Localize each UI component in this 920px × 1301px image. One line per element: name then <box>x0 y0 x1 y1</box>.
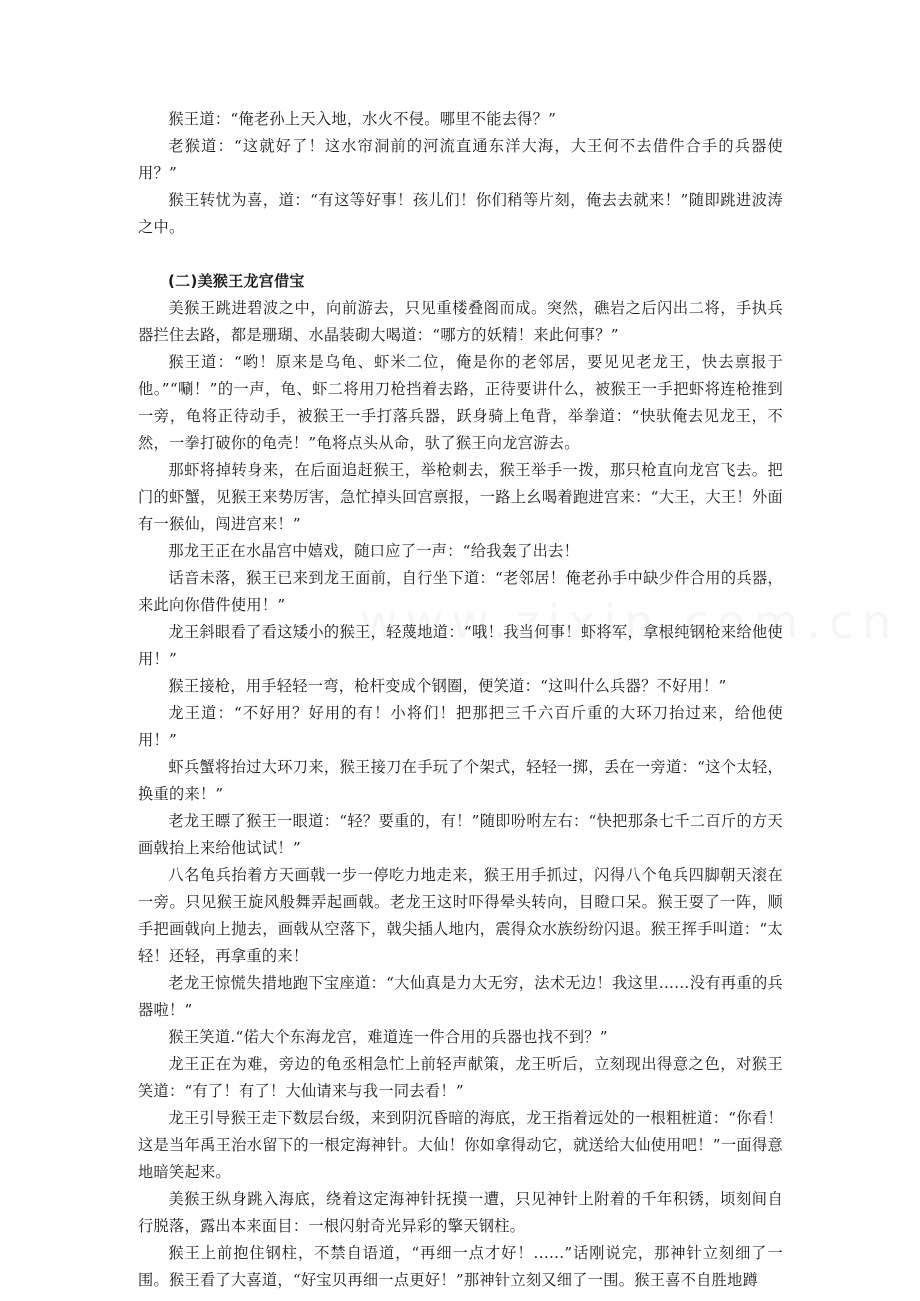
paragraph: 猴王上前抱住钢柱，不禁自语道，“再细一点才好！......”话刚说完，那神针立刻细了一围。猴王看了大喜道，“好宝贝再细一点更好！”那神针立刻又细了一围。猴王喜不自胜地蹲 <box>138 1244 783 1289</box>
paragraph: 美猴王纵身跳入海底，绕着这定海神针抚摸一遭，只见神针上附着的千年积锈，顷刻间自行脱落，露出本来面目：一根闪射奇光异彩的擎天钢柱。 <box>138 1190 783 1235</box>
paragraph: 龙王道：“不好用？好用的有！小将们！把那把三千六百斤重的大环刀抬过来，给他使用！” <box>138 704 783 749</box>
paragraph: 猴王转忧为喜，道：“有这等好事！孩儿们！你们稍等片刻，俺去去就来！”随即跳进波涛之中。 <box>138 191 783 236</box>
paragraph: 猴王接枪，用手轻轻一弯，枪杆变成个钢圈，便笑道：“这叫什么兵器？不好用！” <box>168 677 727 695</box>
paragraph: 猴王笑道.“偌大个东海龙宫，难道连一件合用的兵器也找不到？” <box>168 1028 608 1046</box>
paragraph: 猴王道：“俺老孙上天入地，水火不侵。哪里不能去得？” <box>168 110 557 128</box>
paragraph: 龙王引导猴王走下数层台级，来到阴沉昏暗的海底，龙王指着远处的一根粗桩道：“你看！这是当年禹王治水留下的一根定海神针。大仙！你如拿得动它，就送给大仙使用吧！”一面得意地暗笑起来。 <box>138 1109 783 1181</box>
paragraph: 龙王正在为难，旁边的龟丞相急忙上前轻声献策，龙王听后，立刻现出得意之色，对猴王笑道：“有了！有了！大仙请来与我一同去看！” <box>138 1055 783 1100</box>
paragraph: 那龙王正在水晶宫中嬉戏，随口应了一声：“给我轰了出去！ <box>168 542 580 560</box>
paragraph: 老猴道：“这就好了！这水帘洞前的河流直通东洋大海，大王何不去借件合手的兵器使用？” <box>138 137 783 182</box>
paragraph: 老龙王瞟了猴王一眼道：“轻？要重的，有！”随即吩咐左右：“快把那条七千二百斤的方天画戟抬上来给他试试！” <box>138 812 783 857</box>
paragraph: 那虾将掉转身来，在后面追赶猴王，举枪刺去，猴王举手一拨，那只枪直向龙宫飞去。把门的虾蟹，见猴王来势厉害，急忙掉头回宫禀报，一路上幺喝着跑进宫来：“大王，大王！外面有一猴仙，闯进宫来！” <box>138 461 783 533</box>
story-text <box>138 106 783 1294</box>
section-heading: (二)美猴王龙宫借宝 <box>168 272 305 290</box>
paragraph: 老龙王惊慌失措地跑下宝座道：“大仙真是力大无穷，法术无边！我这里……没有再重的兵器啦！” <box>138 974 783 1019</box>
paragraph: 美猴王跳进碧波之中，向前游去，只见重楼叠阁而成。突然，礁岩之后闪出二将，手执兵器拦住去路，都是珊瑚、水晶装砌大喝道：“哪方的妖精！来此何事？” <box>138 299 783 344</box>
paragraph: 虾兵蟹将抬过大环刀来，猴王接刀在手玩了个架式，轻轻一掷，丢在一旁道：“这个太轻，换重的来！” <box>138 758 783 803</box>
paragraph: 龙王斜眼看了看这矮小的猴王，轻蔑地道：“哦！我当何事！虾将军，拿根纯钢枪来给他使用！” <box>138 623 783 668</box>
paragraph: 八名龟兵抬着方天画戟一步一停吃力地走来，猴王用手抓过，闪得八个龟兵四脚朝天滚在一旁。只见猴王旋风般舞弄起画戟。老龙王这时吓得晕头转向，目瞪口呆。猴王耍了一阵，顺手把画戟向上抛去，画戟从空落下，戟尖插人地内，震得众水族纷纷闪退。猴王挥手叫道：“太轻！还轻，再拿重的来！ <box>138 866 783 965</box>
paragraph: 话音未落，猴王已来到龙王面前，自行坐下道：“老邻居！俺老孙手中缺少件合用的兵器，来此向你借件使用！” <box>138 569 783 614</box>
paragraph: 猴王道：“哟！原来是乌龟、虾米二位，俺是你的老邻居，要见见老龙王，快去禀报于他。”“唰！”的一声，龟、虾二将用刀枪挡着去路，正待要讲什么，被猴王一手把虾将连枪推到一旁，龟将正待动手，被猴王一手打落兵器，跃身骑上龟背，举拳道：“快驮俺去见龙王，不然，一拳打破你的龟壳！”龟将点头从命，驮了猴王向龙宫游去。 <box>138 353 783 452</box>
